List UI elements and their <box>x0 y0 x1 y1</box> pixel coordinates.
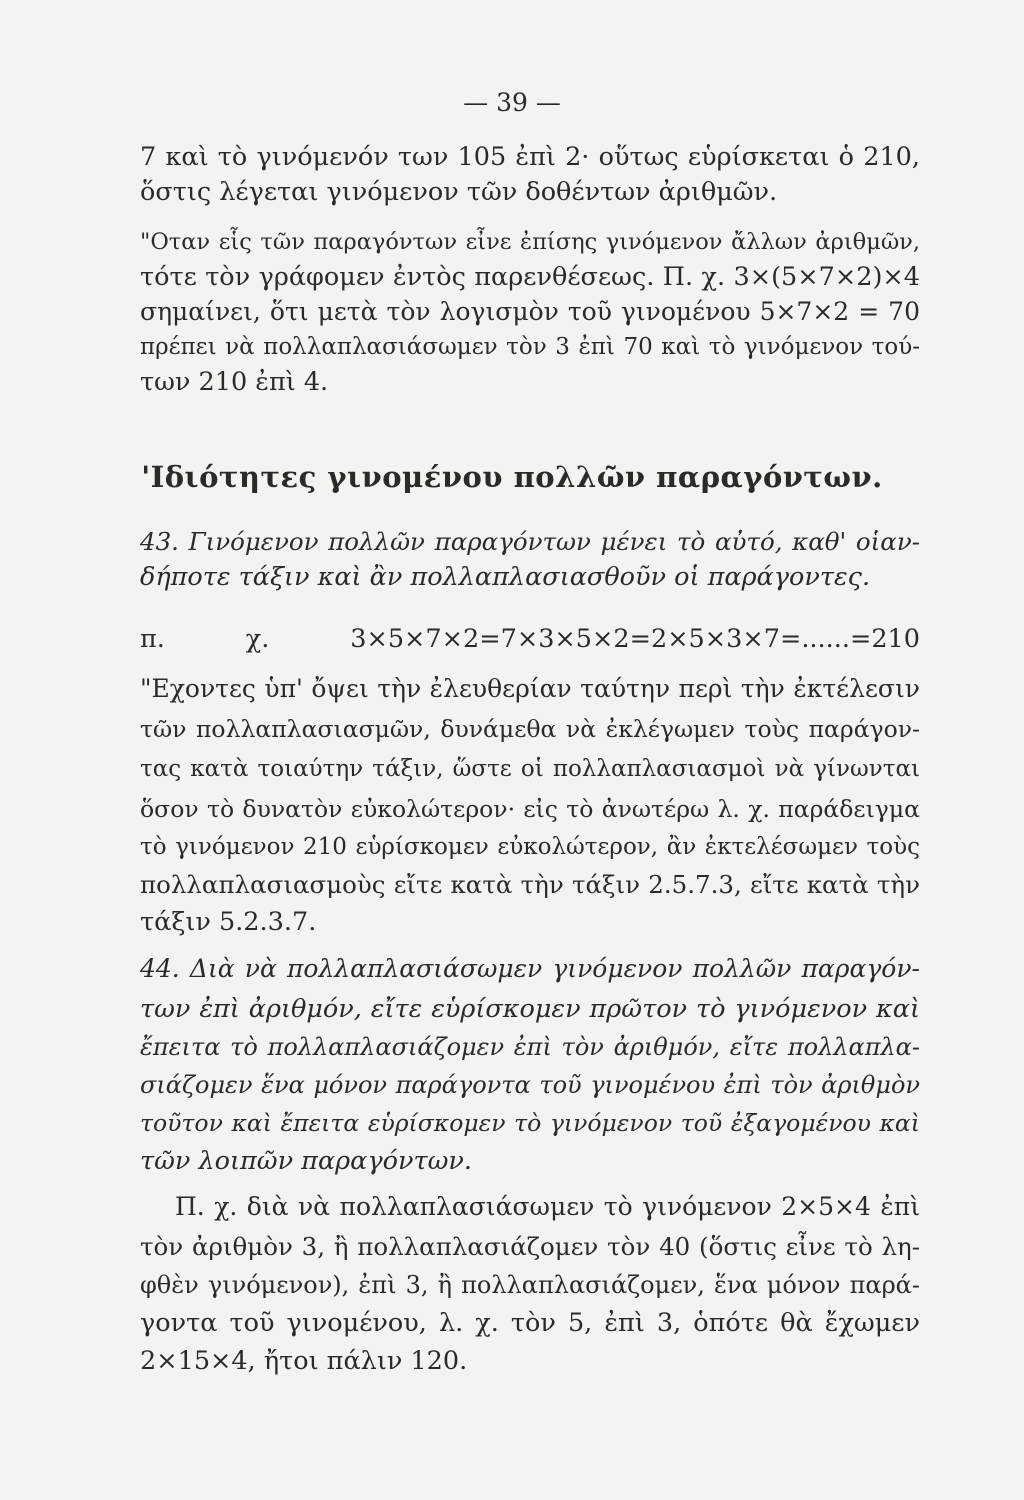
text-line: τῶν λοιπῶν παραγόντων. <box>140 1146 472 1176</box>
text-line: Π. χ. διὰ νὰ πολλαπλασιάσωμεν τὸ γινόμενον 2×5×4 ἐπὶ <box>175 1192 920 1221</box>
text-line: γοντα τοῦ γινομένου, λ. χ. τὸν 5, ἐπὶ 3, ὁπότε θὰ ἔχωμεν <box>140 1308 920 1338</box>
text-line: πρέπει νὰ πολλαπλασιάσωμεν τὸν 3 ἐπὶ 70 καὶ τὸ γινόμενον τού- <box>140 334 920 360</box>
text-line: δήποτε τάξιν καὶ ἂν πολλαπλασιασθοῦν οἱ παράγοντες. <box>140 562 871 592</box>
text-line: πολλαπλασιασμοὺς εἴτε κατὰ τὴν τάξιν 2.5.7.3, εἴτε κατὰ τὴν <box>140 870 920 899</box>
text-line: τὸν ἀριθμὸν 3, ἢ πολλαπλασιάζομεν τὸν 40 (ὅστις εἶνε τὸ λη- <box>140 1232 920 1261</box>
text-line: τὸ γινόμενον 210 εὑρίσκομεν εὐκολώτερον, ἂν ἐκτελέσωμεν τοὺς <box>140 834 920 860</box>
text-line: τας κατὰ τοιαύτην τάξιν, ὥστε οἱ πολλαπλασιασμοὶ νὰ γίνωνται <box>140 756 920 782</box>
text-line: ὅστις λέγεται γινόμενον τῶν δοθέντων ἀριθμῶν. <box>140 177 778 207</box>
text-line: "Οταν εἷς τῶν παραγόντων εἶνε ἐπίσης γινόμενον ἄλλων ἀριθμῶν, <box>140 229 920 255</box>
text-line: ἔπειτα τὸ πολλαπλασιάζομεν ἐπὶ τὸν ἀριθμόν, εἴτε πολλαπλα- <box>140 1033 920 1061</box>
text-line: σημαίνει, ὅτι μετὰ τὸν λογισμὸν τοῦ γινομένου 5×7×2 = 70 <box>140 297 920 326</box>
text-line: τάξιν 5.2.3.7. <box>140 907 317 937</box>
text-line: τοῦτον καὶ ἔπειτα εὑρίσκομεν τὸ γινόμενον τοῦ ἐξαγομένου καὶ <box>140 1109 920 1137</box>
text-line: των 210 ἐπὶ 4. <box>140 367 329 397</box>
text-line: 43. Γινόμενον πολλῶν παραγόντων μένει τὸ αὐτό, καθ' οἱαν- <box>140 527 920 556</box>
section-heading: 'Ιδιότητες γινομένου πολλῶν παραγόντων. <box>141 460 883 494</box>
text-line: 2×15×4, ἤτοι πάλιν 120. <box>140 1346 468 1376</box>
text-line: φθὲν γινόμενον), ἐπὶ 3, ἢ πολλαπλασιάζομεν, ἕνα μόνον παρά- <box>140 1271 920 1299</box>
text-line: σιάζομεν ἕνα μόνον παράγοντα τοῦ γινομένου ἐπὶ τὸν ἀριθμὸν <box>140 1071 920 1099</box>
text-line: 44. Διὰ νὰ πολλαπλασιάσωμεν γινόμενον πολλῶν παραγόν- <box>140 954 920 983</box>
page-number: — 39 — <box>463 88 561 117</box>
example-formula: π. χ. 3×5×7×2=7×3×5×2=2×5×3×7=......=210 <box>140 624 920 654</box>
text-line: τῶν πολλαπλασιασμῶν, δυνάμεθα νὰ ἐκλέγωμεν τοὺς παράγον- <box>140 715 920 743</box>
text-line: ὅσον τὸ δυνατὸν εὐκολώτερον· εἰς τὸ ἀνωτέρω λ. χ. παράδειγμα <box>140 795 920 823</box>
text-line: τότε τὸν γράφομεν ἐντὸς παρενθέσεως. Π. χ. 3×(5×7×2)×4 <box>140 262 920 292</box>
text-line: 7 καὶ τὸ γινόμενόν των 105 ἐπὶ 2· οὕτως εὑρίσκεται ὁ 210, <box>140 142 920 172</box>
text-line: "Εχοντες ὑπ' ὄψει τὴν ἐλευθερίαν ταύτην περὶ τὴν ἐκτέλεσιν <box>140 674 920 703</box>
text-line: των ἐπὶ ἀριθμόν, εἴτε εὑρίσκομεν πρῶτον τὸ γινόμενον καὶ <box>140 994 920 1024</box>
